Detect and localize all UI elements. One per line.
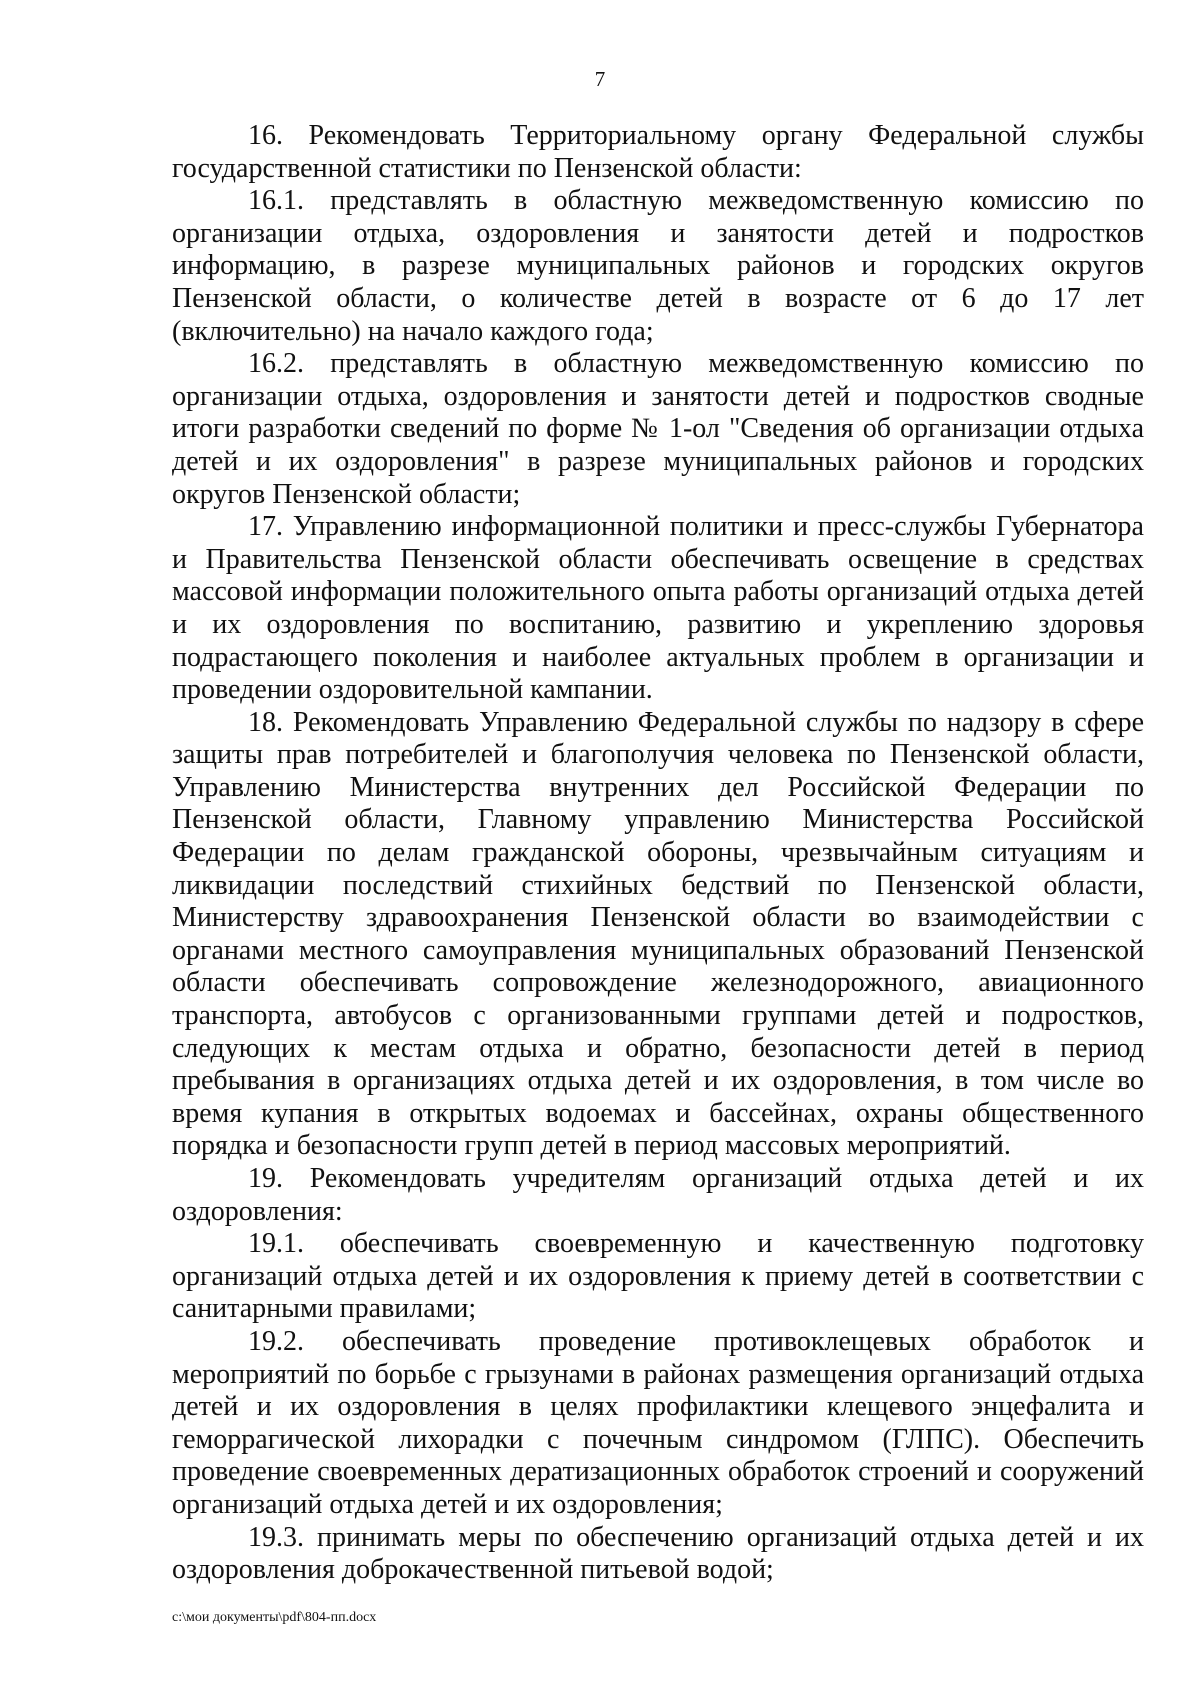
paragraph-19: 19. Рекомендовать учредителям организаций отдыха детей и их оздоровления: xyxy=(172,1163,1144,1227)
page-number: 7 xyxy=(594,67,606,91)
paragraph-19-2: 19.2. обеспечивать проведение противоклещевых обработок и мероприятий по борьбе с грызунами в районах размещения организаций отдыха детей и их оздоровления в целях профилактики клещевого энцефалита и геморрагической лихорадки с почечным синдромом (ГЛПС). Обеспечить проведение своевременных дератизационных обработок строений и сооружений организаций отдыха детей и их оздоровления; xyxy=(172,1325,1144,1520)
paragraph-16-1: 16.1. представлять в областную межведомственную комиссию по организации отдыха, оздоровления и занятости детей и подростков информацию, в разрезе муниципальных районов и городских округов Пензенской области, о количестве детей в возрасте от 6 до 17 лет (включительно) на начало каждого года; xyxy=(172,185,1144,347)
paragraph-19-3: 19.3. принимать меры по обеспечению организаций отдыха детей и их оздоровления доброкачественной питьевой водой; xyxy=(172,1521,1144,1586)
paragraph-17: 17. Управлению информационной политики и пресс-службы Губернатора и Правительства Пензенской области обеспечивать освещение в средствах массовой информации положительного опыта работы организаций отдыха детей и их оздоровления по воспитанию, развитию и укреплению здоровья подрастающего поколения и наиболее актуальных проблем в организации и проведении оздоровительной кампании. xyxy=(172,511,1144,706)
document-body xyxy=(172,120,1144,1587)
paragraph-18: 18. Рекомендовать Управлению Федеральной службы по надзору в сфере защиты прав потребителей и благополучия человека по Пензенской области, Управлению Министерства внутренних дел Российской Федерации по Пензенской области, Главному управлению Министерства Российской Федерации по делам гражданской обороны, чрезвычайным ситуациям и ликвидации последствий стихийных бедствий по Пензенской области, Министерству здравоохранения Пензенской области во взаимодействии с органами местного самоуправления муниципальных образований Пензенской области обеспечивать сопровождение железнодорожного, авиационного транспорта, автобусов с организованными группами детей и подростков, следующих к местам отдыха и обратно, безопасности детей в период пребывания в организациях отдыха детей и их оздоровления, в том числе во время купания в открытых водоемах и бассейнах, охраны общественного порядка и безопасности групп детей в период массовых мероприятий. xyxy=(172,706,1144,1162)
footer-file-path: c:\мои документы\pdf\804-пп.docx xyxy=(172,1610,377,1625)
paragraph-16-2: 16.2. представлять в областную межведомственную комиссию по организации отдыха, оздоровления и занятости детей и подростков сводные итоги разработки сведений по форме № 1-ол "Сведения об организации отдыха детей и их оздоровления" в разрезе муниципальных районов и городских округов Пензенской области; xyxy=(172,348,1144,510)
paragraph-19-1: 19.1. обеспечивать своевременную и качественную подготовку организаций отдыха детей и их оздоровления к приему детей в соответствии с санитарными правилами; xyxy=(172,1228,1144,1325)
paragraph-16: 16. Рекомендовать Территориальному органу Федеральной службы государственной статистики по Пензенской области: xyxy=(172,120,1144,184)
